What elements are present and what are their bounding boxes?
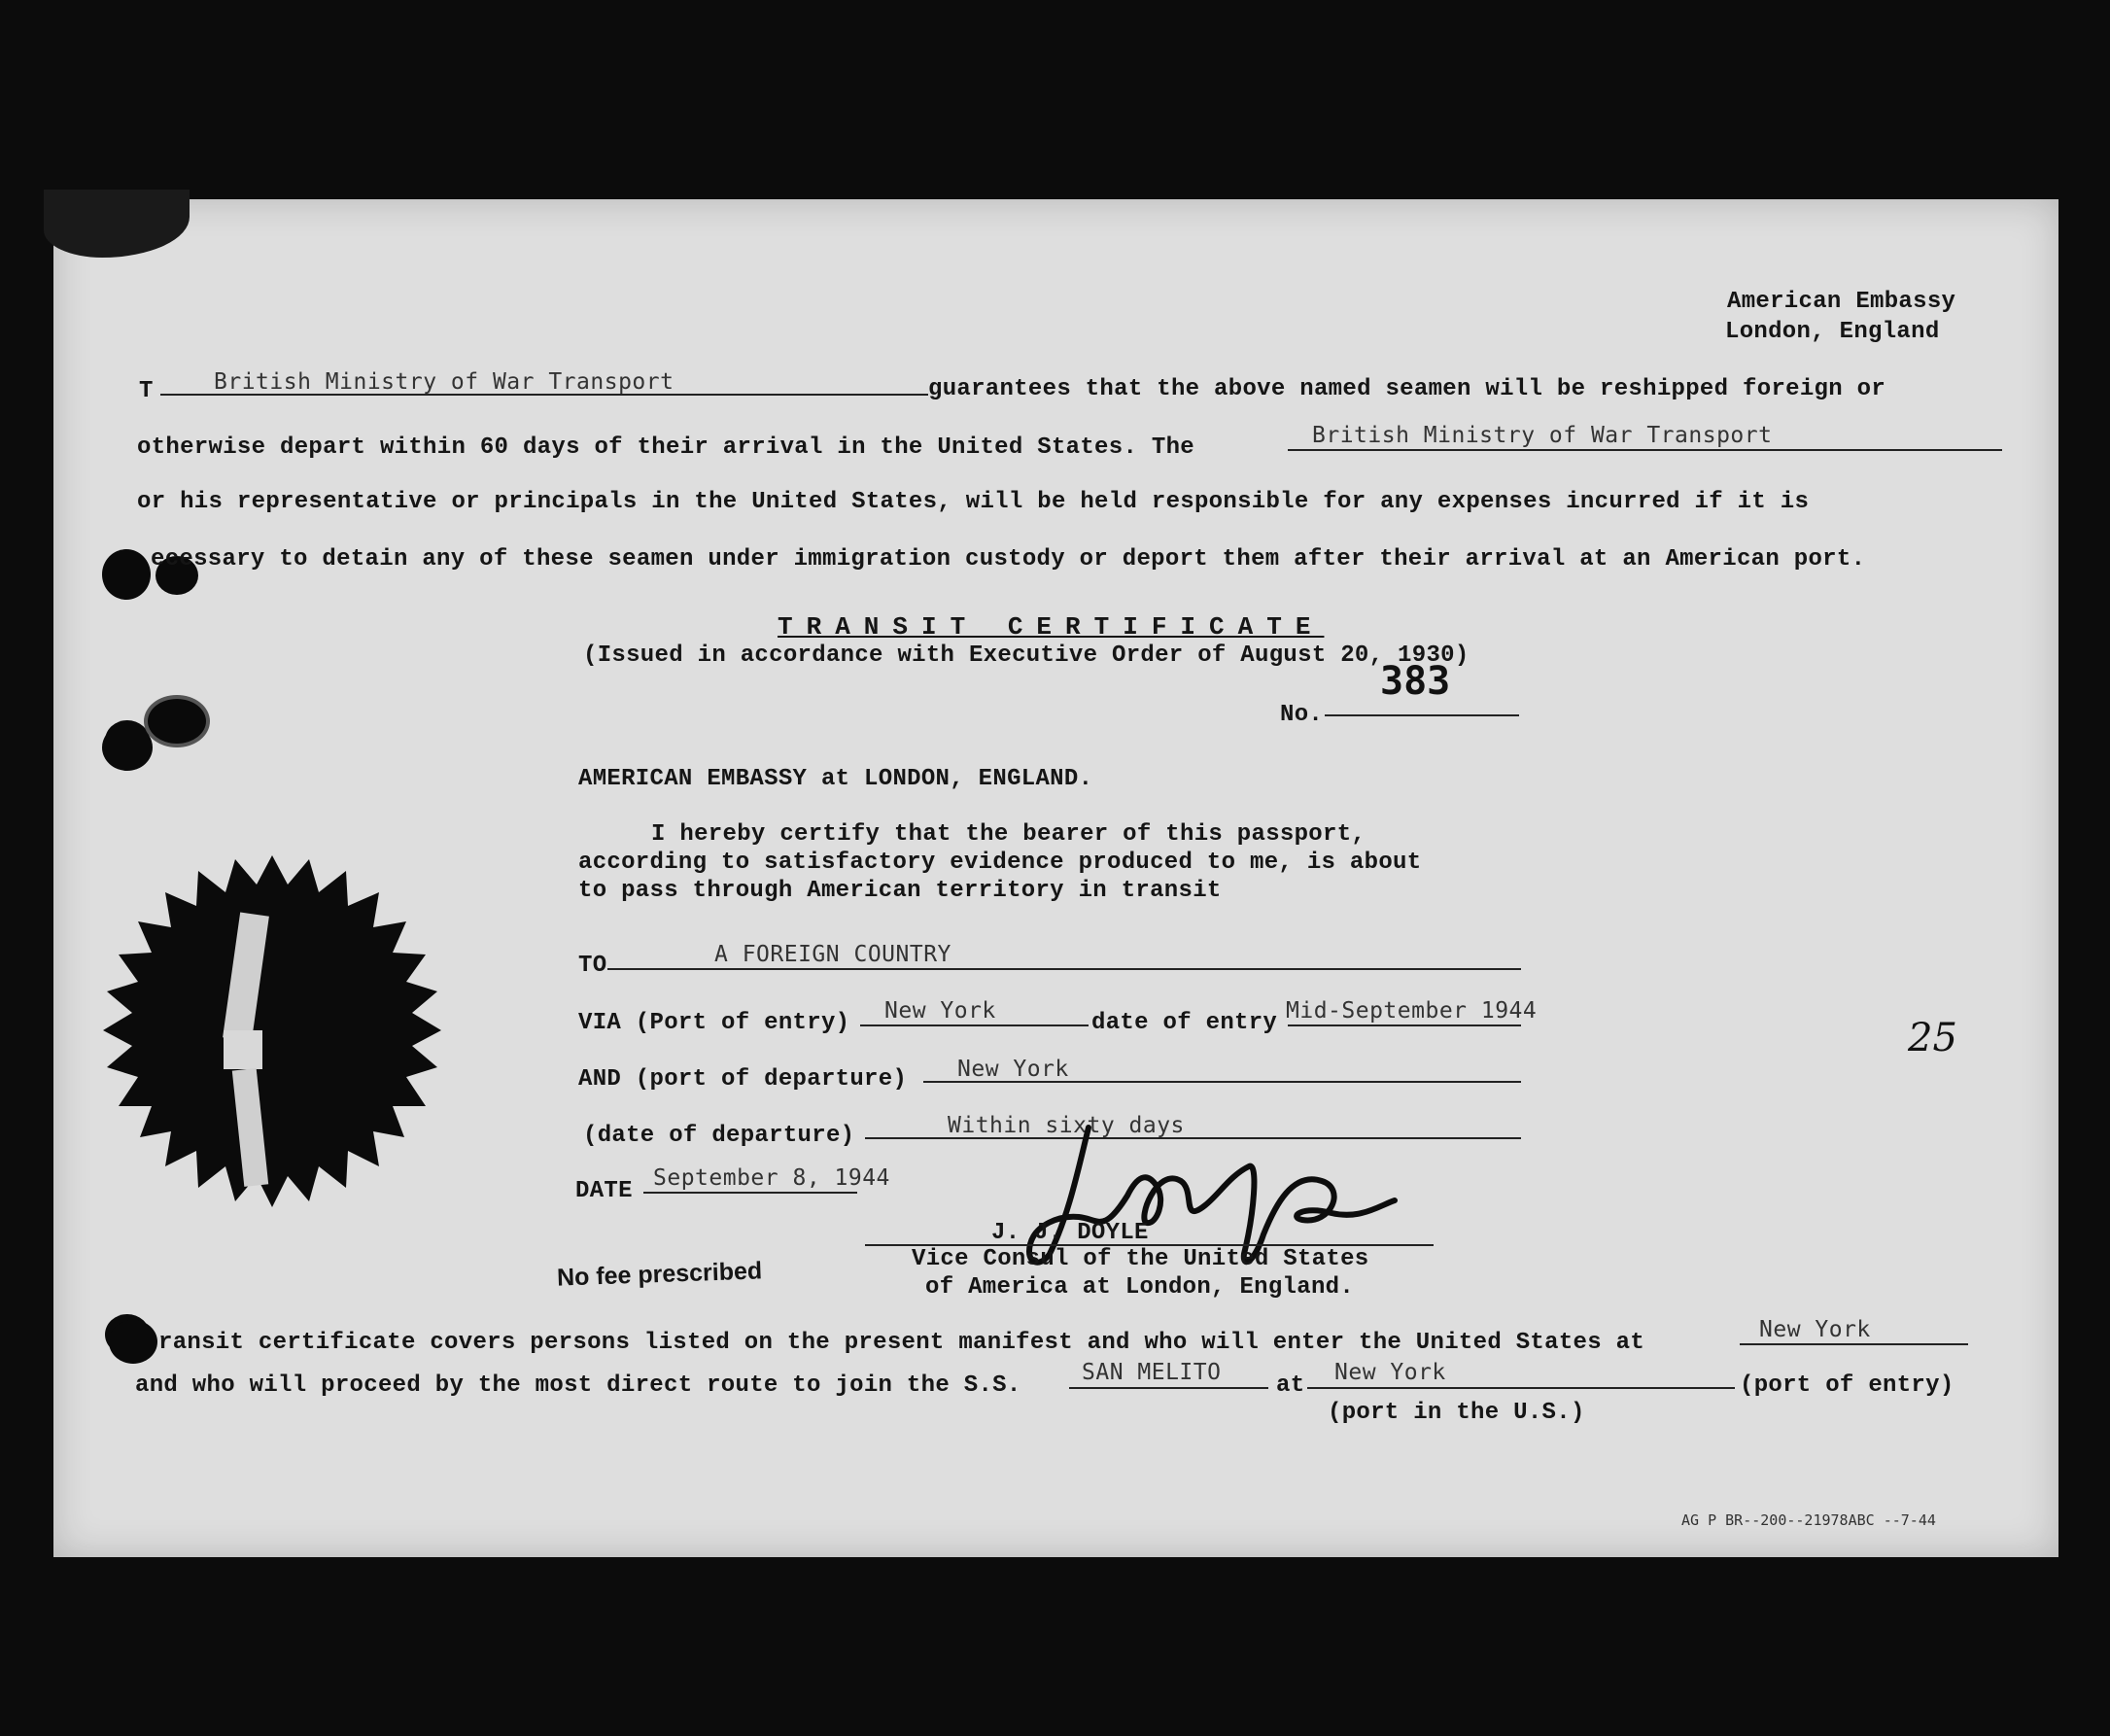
guarantee-line-1: guarantees that the above named seamen will be reshipped foreign or [928, 376, 1886, 402]
underline [1325, 714, 1519, 716]
departure-port-value: New York [957, 1057, 1069, 1082]
port-us-label: (port in the U.S.) [1328, 1400, 1585, 1426]
footer-line-1: ransit certificate covers persons listed on the present manifest and who will enter the United States at [158, 1330, 1645, 1356]
header-line-2: London, England [1725, 319, 1940, 345]
ship-name: SAN MELITO [1082, 1360, 1222, 1385]
underline [1288, 1024, 1521, 1026]
footer-port-1: New York [1759, 1317, 1871, 1342]
certificate-subtitle: (Issued in accordance with Executive Order of August 20, 1930) [583, 642, 1470, 669]
handwritten-number: 25 [1908, 1016, 1957, 1060]
consul-title-1: Vice Consul of the United States [912, 1246, 1369, 1272]
via-label: VIA (Port of entry) [578, 1010, 850, 1036]
guarantee-line-2: otherwise depart within 60 days of their arrival in the United States. The [137, 434, 1194, 461]
certificate-number: 383 [1380, 659, 1451, 704]
certify-line-1: I hereby certify that the bearer of this passport, [651, 821, 1366, 848]
guarantee-line-1-prefix: T [139, 378, 154, 404]
underline [1069, 1387, 1268, 1389]
at-label: at [1276, 1372, 1305, 1399]
embassy-seal [58, 855, 486, 1244]
certificate-no-label: No. [1280, 702, 1324, 728]
underline [1307, 1387, 1735, 1389]
certificate-paper [53, 199, 2058, 1557]
punch-hole [109, 1320, 157, 1364]
date-label: DATE [575, 1178, 633, 1204]
guarantor-company-1: British Ministry of War Transport [214, 369, 675, 395]
footer-port-2: New York [1334, 1360, 1446, 1385]
header-line-1: American Embassy [1727, 289, 1956, 315]
departure-port-label: AND (port of departure) [578, 1066, 908, 1093]
port-entry-label: (port of entry) [1740, 1372, 1954, 1399]
guarantee-line-3: or his representative or principals in the United States, will be held responsible for any expenses incurred if it is [137, 489, 1810, 515]
date-entry-value: Mid-September 1944 [1286, 998, 1538, 1024]
form-code: AG P BR--200--21978ABC --7-44 [1681, 1511, 1936, 1529]
departure-date-label: (date of departure) [583, 1123, 855, 1149]
issuer-line: AMERICAN EMBASSY at LONDON, ENGLAND. [578, 766, 1093, 792]
date-entry-label: date of entry [1091, 1010, 1278, 1036]
underline [860, 1024, 1089, 1026]
certify-line-3: to pass through American territory in transit [578, 878, 1222, 904]
footer-line-2: and who will proceed by the most direct route to join the S.S. [135, 1372, 1021, 1399]
underline [923, 1081, 1521, 1083]
via-value: New York [884, 998, 996, 1024]
departure-date-value: Within sixty days [948, 1113, 1185, 1138]
underline [160, 394, 928, 396]
punch-hole [102, 549, 151, 600]
consul-title-2: of America at London, England. [925, 1274, 1355, 1301]
to-label: TO [578, 953, 607, 979]
torn-corner [44, 190, 190, 258]
date-value: September 8, 1944 [653, 1165, 890, 1191]
punch-hole [144, 695, 210, 747]
guarantee-line-4: ecessary to detain any of these seamen under immigration custody or deport them after their arrival at an American port. [151, 546, 1866, 573]
punch-hole [102, 724, 153, 771]
no-fee-stamp: No fee prescribed [556, 1257, 763, 1292]
certify-line-2: according to satisfactory evidence produced to me, is about [578, 850, 1422, 876]
guarantor-company-2: British Ministry of War Transport [1312, 423, 1773, 448]
certificate-title: TRANSIT CERTIFICATE [778, 612, 1325, 642]
underline [1740, 1343, 1968, 1345]
underline [643, 1192, 857, 1194]
consul-name: J. J. DOYLE [991, 1220, 1149, 1246]
underline [607, 968, 1521, 970]
underline [1288, 449, 2002, 451]
to-value: A FOREIGN COUNTRY [714, 942, 951, 967]
